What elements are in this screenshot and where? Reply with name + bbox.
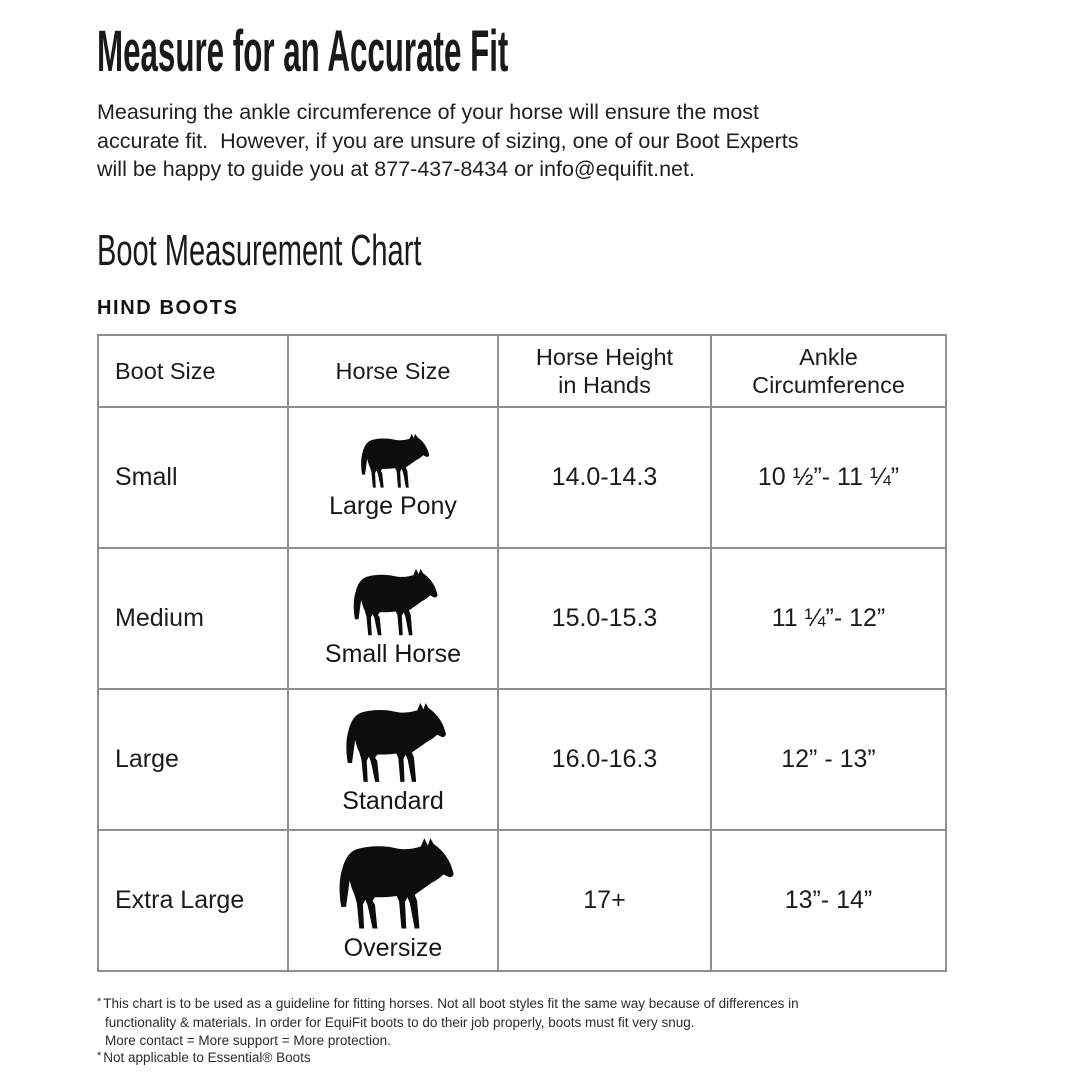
footnote-line: * Not applicable to Essential® Boots	[97, 1050, 311, 1065]
horse-silhouette-icon	[328, 837, 458, 931]
table-row	[98, 830, 946, 971]
boot-size-cell: Large	[98, 689, 288, 830]
footnote-line: More contact = More support = More protection.	[105, 1032, 391, 1048]
boot-size-cell: Medium	[98, 548, 288, 689]
footnotes	[97, 995, 990, 1069]
ankle-circumference-cell: 12” - 13”	[711, 689, 946, 830]
horse-silhouette-icon	[336, 702, 450, 784]
horse-size-label: Standard	[342, 787, 444, 815]
table-header-row	[98, 335, 946, 407]
horse-height-cell: 14.0-14.3	[498, 407, 711, 548]
horse-size-label: Oversize	[343, 934, 443, 962]
section-heading: Boot Measurement Chart	[97, 225, 422, 275]
boot-size-cell: Extra Large	[98, 830, 288, 971]
horse-size-cell	[288, 407, 498, 548]
page-title: Measure for an Accurate Fit	[97, 19, 509, 84]
ankle-circumference-cell: 13”- 14”	[711, 830, 946, 971]
asterisk-marker: *	[97, 1050, 102, 1062]
horse-size-label: Small Horse	[324, 639, 462, 668]
table-row	[98, 407, 946, 548]
asterisk-marker: *	[97, 995, 102, 1008]
horse-height-cell: 17+	[498, 830, 711, 971]
table-subheading: HIND BOOTS	[97, 296, 239, 319]
horse-size-label: Large Pony	[329, 492, 457, 520]
table-row	[98, 689, 946, 830]
footnote-line: * This chart is to be used as a guideline for fitting horses. Not all boot styles fit the same way because of differences in	[97, 995, 799, 1011]
header-horse-height: Horse Height in Hands	[498, 335, 711, 407]
header-horse-size: Horse Size	[288, 335, 498, 407]
horse-silhouette-icon	[354, 433, 432, 489]
ankle-circumference-cell: 11 ¼”- 12”	[711, 548, 946, 689]
boot-size-cell: Small	[98, 407, 288, 548]
header-ankle-circumference: Ankle Circumference	[711, 335, 946, 407]
horse-size-cell	[288, 830, 498, 971]
boot-measurement-table	[97, 334, 947, 972]
horse-size-cell	[288, 548, 498, 689]
intro-line: accurate fit. However, if you are unsure of sizing, one of our Boot Experts	[97, 128, 799, 153]
intro-line: will be happy to guide you at 877-437-8434 or info@equifit.net.	[97, 157, 695, 181]
table-row	[98, 548, 946, 689]
horse-silhouette-icon	[345, 568, 441, 637]
horse-height-cell: 16.0-16.3	[498, 689, 711, 830]
intro-paragraph	[97, 98, 990, 184]
footnote-line: functionality & materials. In order for EquiFit boots to do their job properly, boots must fit very snug.	[105, 1015, 695, 1030]
horse-height-cell: 15.0-15.3	[498, 548, 711, 689]
ankle-circumference-cell: 10 ½”- 11 ¼”	[711, 407, 946, 548]
intro-line: Measuring the ankle circumference of your horse will ensure the most	[97, 100, 760, 124]
header-boot-size: Boot Size	[98, 335, 288, 407]
horse-size-cell	[288, 689, 498, 830]
